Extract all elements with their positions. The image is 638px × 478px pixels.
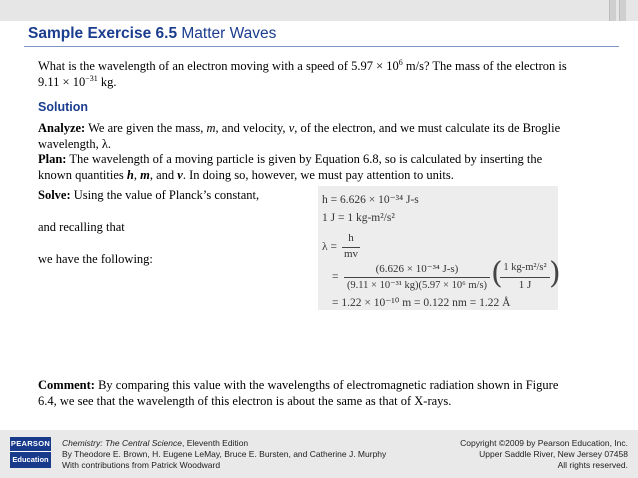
question-text	[38, 59, 598, 90]
conversion-denominator: 1 J	[518, 279, 532, 291]
substitution-numerator: (6.626 × 10⁻³⁴ J-s)	[375, 263, 459, 275]
analyze-text-2: , and velocity,	[215, 121, 289, 135]
footer-authors: By Theodore E. Brown, H. Eugene LeMay, Bruce E. Bursten, and Catherine J. Murphy	[62, 449, 387, 459]
logo-line-1: PEARSON	[10, 439, 51, 448]
solve-line-3: we have the following:	[38, 252, 153, 266]
plan-text-3: . In doing so, however, we must pay attention to units.	[182, 167, 454, 182]
footer-rights: All rights reserved.	[557, 460, 628, 470]
footer-copyright-line: Copyright ©2009 by Pearson Education, Inc.	[460, 438, 628, 448]
footer-book-title: Chemistry: The Central Science	[62, 438, 182, 448]
analyze-m: m	[206, 121, 216, 135]
title-rest: Matter Waves	[177, 25, 277, 42]
solve-text-1: Using the value of Planck’s constant,	[70, 188, 260, 202]
question-exponent-2: −31	[85, 73, 98, 83]
analyze-text-3: , of the electron, and we must calculate its de Broglie	[294, 121, 561, 135]
comment-label: Comment:	[38, 378, 95, 392]
top-bar-segment	[609, 0, 616, 21]
logo-line-2: Education	[12, 455, 49, 464]
equation-box	[318, 186, 561, 310]
analyze-plan-text	[38, 121, 598, 183]
solve-line-2: and recalling that	[38, 220, 125, 234]
plan-comma-1: ,	[133, 167, 141, 182]
plan-h: h	[126, 167, 134, 182]
plan-v: v	[177, 167, 183, 182]
equals-sign: =	[332, 271, 339, 283]
top-bar	[0, 0, 638, 21]
comment-text-2: 6.4, we see that the wavelength of this electron is about the same as that of X-rays.	[38, 393, 452, 408]
footer-edition: , Eleventh Edition	[182, 438, 249, 448]
title-divider	[24, 46, 619, 47]
analyze-v: v	[288, 121, 295, 135]
solve-label: Solve:	[38, 188, 71, 202]
plan-text-1: The wavelength of a moving particle is given by Equation 6.8, so is calculated by inserting the	[66, 152, 543, 166]
pearson-logo	[10, 437, 51, 468]
question-line2-a: 9.11 × 10	[38, 74, 86, 89]
logo-divider	[10, 451, 51, 452]
question-line1-b: m/s? The mass of the electron is	[402, 59, 567, 73]
conversion-numerator: 1 kg-m²/s²	[503, 262, 547, 273]
footer-contributors: With contributions from Patrick Woodward	[62, 460, 221, 470]
question-line1-a: What is the wavelength of an electron moving with a speed of 5.97 × 10	[38, 59, 399, 73]
joule-equation: 1 J = 1 kg-m²/s²	[322, 212, 395, 224]
left-parenthesis: (	[491, 256, 503, 291]
top-bar-segments	[606, 0, 626, 21]
footer-copyright	[460, 438, 628, 471]
planck-equation: h = 6.626 × 10⁻³⁴ J-s	[322, 194, 419, 206]
solution-heading: Solution	[38, 100, 88, 114]
analyze-text-4: wavelength, λ.	[38, 136, 112, 151]
lambda-denominator: mv	[343, 248, 359, 260]
analyze-text-1: We are given the mass,	[85, 121, 207, 135]
footer-citation	[62, 438, 386, 471]
plan-label: Plan:	[38, 152, 67, 166]
top-bar-segment	[619, 0, 626, 21]
plan-text-2: known quantities	[38, 167, 127, 182]
question-exponent-1: 6	[398, 57, 403, 67]
plan-m: m	[140, 167, 150, 182]
substitution-fraction-bar	[344, 277, 490, 278]
lambda-numerator: h	[348, 232, 354, 244]
substitution-denominator: (9.11 × 10⁻³¹ kg)(5.97 × 10⁶ m/s)	[346, 280, 488, 291]
footer-publisher: Upper Saddle River, New Jersey 07458	[479, 449, 628, 459]
comment-text-1: By comparing this value with the wavelengths of electromagnetic radiation shown in Figure	[94, 378, 559, 392]
comment-text	[38, 378, 598, 409]
question-line2-b: kg.	[97, 74, 117, 89]
lambda-lhs: λ =	[322, 241, 337, 253]
result-equation: = 1.22 × 10⁻¹⁰ m = 0.122 nm = 1.22 Å	[332, 297, 511, 309]
plan-comma-2: , and	[149, 167, 178, 182]
page-title	[28, 25, 276, 43]
conversion-fraction-bar	[500, 277, 550, 278]
title-bold: Sample Exercise 6.5	[28, 25, 178, 42]
analyze-label: Analyze:	[38, 121, 86, 135]
right-parenthesis: )	[549, 256, 561, 291]
